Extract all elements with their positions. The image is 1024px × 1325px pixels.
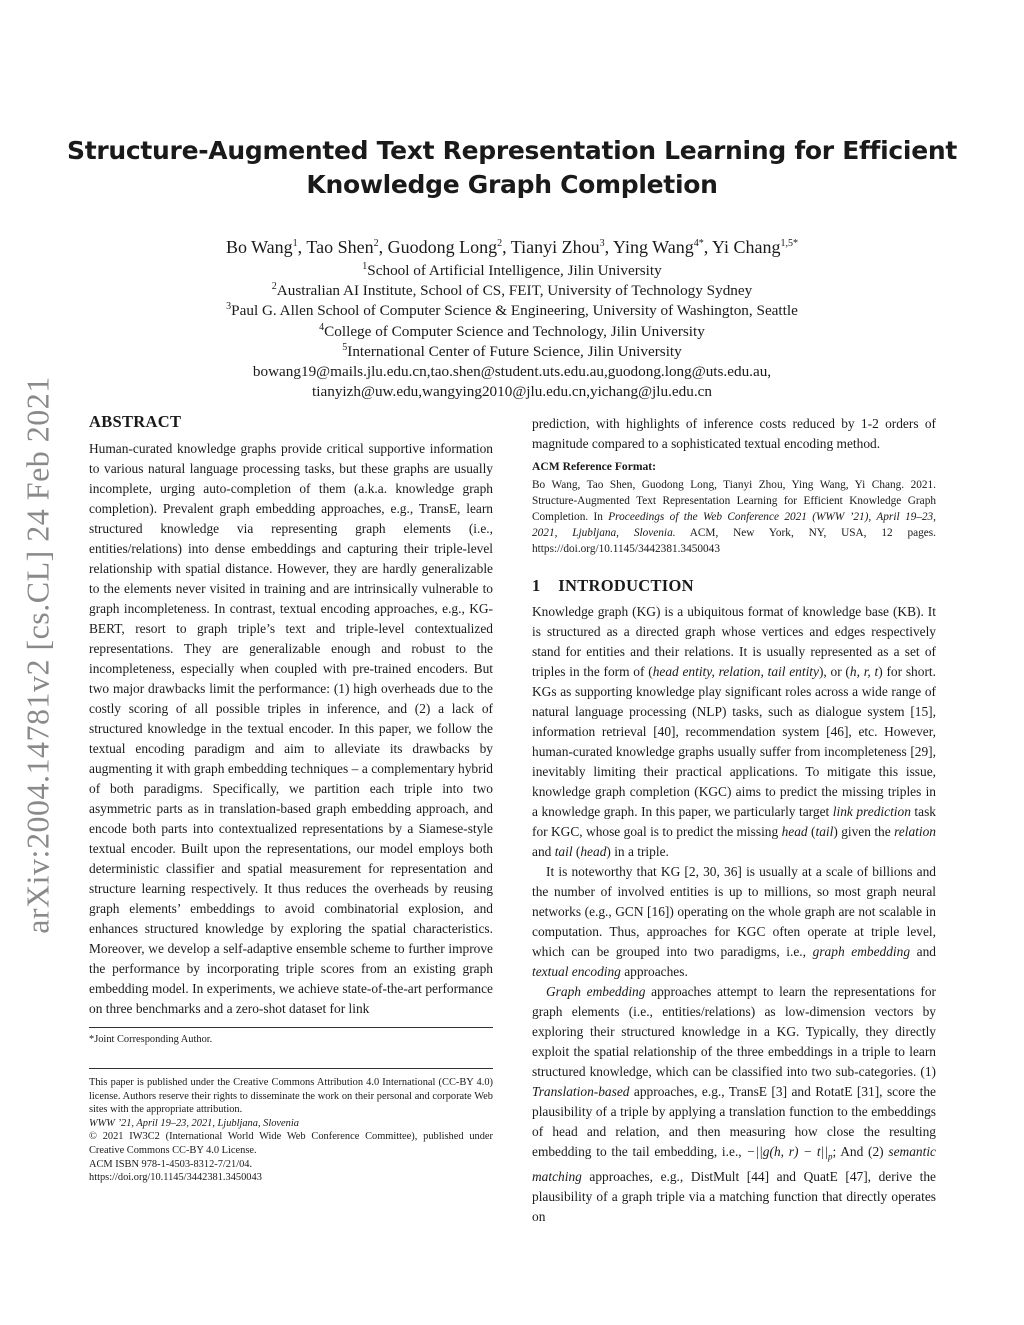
acm-reference-proceedings: Proceedings of the Web Conference 2021 (WWW ’21), April 19–23, 2021, Ljubljana, Slovenia.	[532, 511, 937, 539]
license-text: This paper is published under the Creative Commons Attribution 4.0 International (CC-BY 4.0) license. Authors reserve their rights to disseminate the work on their personal and corporate Web sites with the appropriate attribution.	[89, 1077, 493, 1116]
math-expression: −||g(h, r) − t||	[746, 1144, 828, 1159]
license-venue	[89, 1117, 493, 1131]
license-rule	[89, 1068, 493, 1069]
license-venue-text: WWW ’21, April 19–23, 2021, Ljubljana, Slovenia	[89, 1117, 299, 1129]
affiliation-sup: 1	[362, 260, 368, 272]
abstract-heading: ABSTRACT	[89, 412, 182, 431]
affiliation-text: College of Computer Science and Technology, Jilin University	[324, 322, 705, 340]
license-copyright: © 2021 IW3C2 (International World Wide Web Conference Committee), published under Creative Commons CC-BY 4.0 License.	[89, 1131, 493, 1156]
author-name: Yi Chang	[712, 237, 781, 257]
intro-paragraph-2: It is noteworthy that KG [2, 30, 36] is usually at a scale of billions and the number of involved entities is up to millions, so most graph neural networks (e.g., GCN [16]) operating on the whole graph are not scalable in computation. Thus, approaches for KGC often operate at triple level, which can be grouped into two paradigms, i.e., graph embedding and textual encoding approaches.	[532, 864, 936, 979]
author-name: Tianyi Zhou	[510, 237, 600, 257]
affiliation-sup: 3	[226, 301, 232, 313]
acm-reference-tail: ACM, New York, NY, USA, 12 pages. https://doi.org/10.1145/3442381.3450043	[532, 527, 936, 555]
acm-reference-authors: Bo Wang, Tao Shen, Guodong Long, Tianyi Zhou, Ying Wang, Yi Chang. 2021. Structure-Augmented Text Representation Learning for Efficient Knowledge Graph Completion. In	[532, 479, 936, 523]
author-name: Guodong Long	[387, 237, 498, 257]
paper-title	[40, 134, 984, 202]
affiliation-line	[40, 261, 984, 281]
intro-paragraph-1: Knowledge graph (KG) is a ubiquitous format of knowledge base (KB). It is structured as a directed graph whose vertices and edges respectively stand for entities and their relations. It is usually represented as a set of triples in the form of (head entity, relation, tail entity), or (h, r, t) for short. KGs as supporting knowledge play significant roles across a wide range of natural language processing (NLP) tasks, such as dialogue system [15], information retrieval [40], recommendation system [46], etc. However, human-curated knowledge graphs usually suffer from incompleteness [29], inevitably limiting their practical applications. To mitigate this issue, knowledge graph completion (KGC) aims to predict the missing triples in a knowledge graph. In this paper, we particularly target link prediction task for KGC, whose goal is to predict the missing head (tail) given the relation and tail (head) in a triple.	[532, 604, 936, 859]
author-sup: 2	[373, 238, 379, 249]
acm-reference-body	[532, 477, 936, 557]
license-doi: https://doi.org/10.1145/3442381.3450043	[89, 1172, 262, 1184]
abstract-continuation: prediction, with highlights of inference costs reduced by 1-2 orders of magnitude compared to a sophisticated textual encoding method.	[532, 416, 936, 451]
footnote: *Joint Corresponding Author.	[89, 1034, 213, 1045]
author-name: Ying Wang	[612, 237, 694, 257]
affiliation-text: Australian AI Institute, School of CS, FEIT, University of Technology Sydney	[276, 282, 753, 300]
affiliation-sup: 4	[319, 321, 325, 333]
affiliation-line	[40, 342, 984, 362]
section-heading-introduction	[532, 576, 694, 596]
affiliation-sup: 5	[342, 341, 348, 353]
section-title: INTRODUCTION	[558, 576, 694, 595]
affiliations	[40, 261, 984, 402]
affiliation-text: International Center of Future Science, Jilin University	[347, 342, 682, 360]
intro-paragraph-3: Graph embedding approaches attempt to learn the representations for graph elements (i.e., entities/relations) as low-dimension vectors by exploring their structured knowledge in a KG. Typically, they directly exploit the spatial relationship of the three embeddings in a triple to learn structured knowledge, which can be classified into two sub-categories. (1) Translation-based approaches, e.g., TransE [3] and RotatE [31], score the plausibility of a triple by applying a translation function to the embeddings of head and relation, and then measuring how close the resulting embedding to the tail embedding, i.e., −||g(h, $r) - t||_p$; And (2) semantic matching approaches, e.g., DistMult [44] and QuatE [47], derive the plausibility of a graph triple via a matching function that directly operates on	[532, 984, 936, 1224]
footnote-rule	[89, 1027, 493, 1028]
affiliation-line	[40, 281, 984, 301]
affiliation-line	[40, 301, 984, 321]
author-sup: 1	[292, 238, 298, 249]
acm-reference-heading: ACM Reference Format:	[532, 460, 657, 473]
abstract-body: Human-curated knowledge graphs provide critical supportive information to various natural language processing tasks, but these graphs are usually incomplete, urging auto-completion of them (a.k.a. knowledge graph completion). Prevalent graph embedding approaches, e.g., TransE, learn structured knowledge via representing graph elements (i.e., entities/relations) into dense embeddings and capturing their triple-level relationship with spatial distance. However, they are hardly generalizable to the elements never visited in training and are intrinsically vulnerable to graph incompleteness. In contrast, textual encoding approaches, e.g., KG-BERT, resort to graph triple’s text and triple-level contextualized representations. They are generalizable enough and robust to the incompleteness, especially when coupled with pre-trained encoders. But two major drawbacks limit the performance: (1) high overheads due to the costly scoring of all possible triples in inference, and (2) a lack of structured knowledge in the textual encoder. In this paper, we follow the textual encoding paradigm and aim to alleviate its drawbacks by augmenting it with graph embedding techniques – a complementary hybrid of both paradigms. Specifically, we partition each triple into two asymmetric parts as in translation-based graph embedding approach, and encode both parts into contextualized representations by a Siamese-style textual encoder. Built upon the representations, our model employs both deterministic classifier and spatial measurement for representation and structure learning respectively. It thus reduces the overheads by reusing graph elements’ embeddings to avoid combinatorial explosion, and enhances structured knowledge by exploring the spatial characteristics. Moreover, we develop a self-adaptive ensemble scheme to further improve the performance by incorporating triple scores from an existing graph embedding model. In experiments, we achieve state-of-the-art performance on three benchmarks and a zero-shot dataset for link	[89, 441, 493, 1016]
introduction-body	[532, 602, 936, 1227]
author-sup: 3	[599, 238, 605, 249]
title-line-2: Knowledge Graph Completion	[306, 170, 718, 199]
author-name: Bo Wang	[225, 237, 293, 257]
author-sup: 1,5*	[780, 238, 799, 249]
affiliation-text: School of Artificial Intelligence, Jilin University	[367, 262, 662, 279]
title-line-1: Structure-Augmented Text Representation Learning for Efficient	[67, 136, 957, 165]
arxiv-stamp	[16, 360, 60, 950]
author-name: Tao Shen	[306, 237, 374, 257]
affiliation-sup: 2	[271, 281, 277, 293]
email-line-1: bowang19@mails.jlu.edu.cn,tao.shen@student.uts.edu.au,guodong.long@uts.edu.au,	[252, 363, 772, 381]
section-number: 1	[532, 576, 541, 595]
author-list: Bo Wang$^1$, Tao Shen$^2$, Guodong Long$^2$, Tianyi Zhou$^3$, Ying Wang$^{4*}$, Yi Chang$^{1,5*}$	[225, 237, 799, 257]
arxiv-stamp-text: arXiv:2004.14781v2 [cs.CL] 24 Feb 2021	[19, 376, 56, 934]
email-line-2: tianyizh@uw.edu,wangying2010@jlu.edu.cn,yichang@jlu.edu.cn	[312, 383, 712, 401]
affiliation-line	[40, 322, 984, 342]
affiliation-text: Paul G. Allen School of Computer Science & Engineering, University of Washington, Seattle	[231, 302, 798, 320]
author-sup: 4*	[693, 238, 704, 249]
license-isbn: ACM ISBN 978-1-4503-8312-7/21/04.	[89, 1158, 253, 1170]
license-block	[89, 1076, 493, 1185]
author-sup: 2	[497, 238, 503, 249]
